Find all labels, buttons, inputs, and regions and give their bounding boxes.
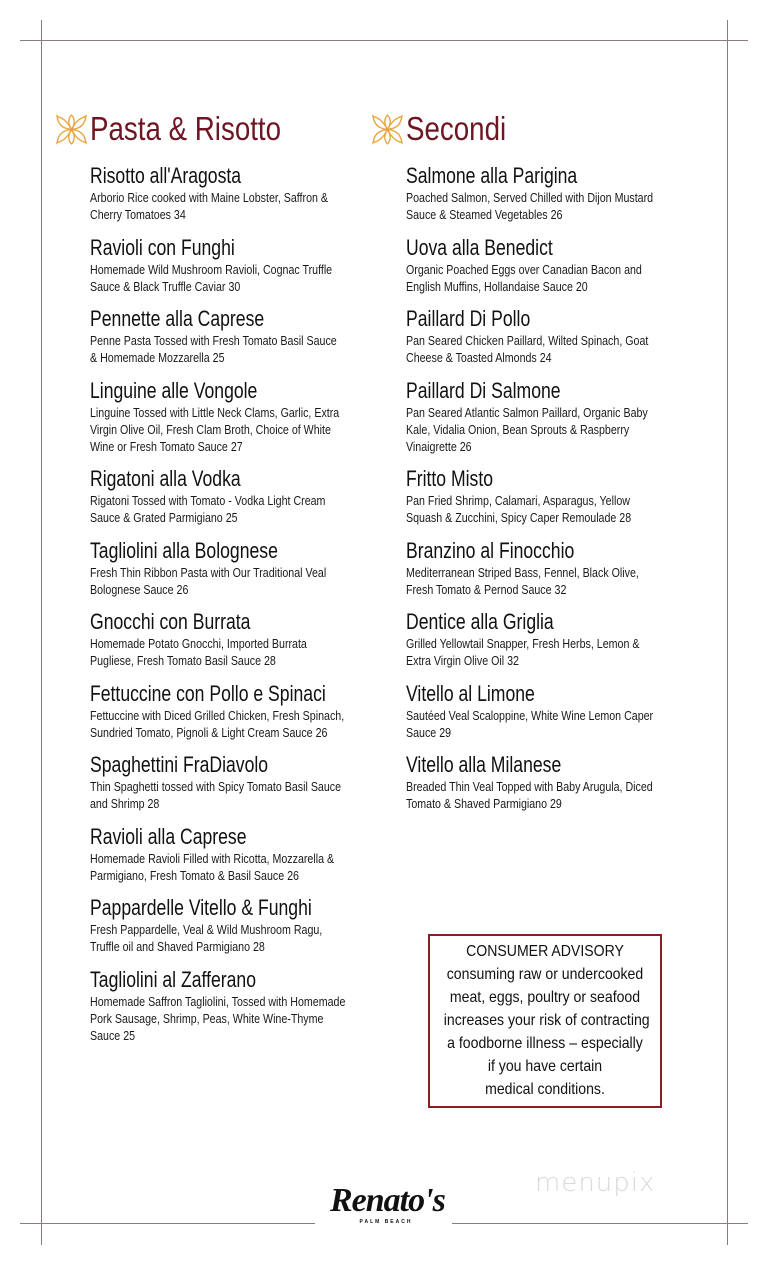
menu-item-description: Virgin Olive Oil, Fresh Clam Broth, Choice of White bbox=[90, 421, 331, 437]
menu-item-description: Tomato & Shaved Parmigiano 29 bbox=[406, 796, 562, 811]
menu-item-description: Fresh Pappardelle, Veal & Wild Mushroom Ragu, bbox=[90, 922, 323, 937]
menu-item-name: Salmone alla Parigina bbox=[406, 163, 578, 188]
menu-item-description: Rigatoni Tossed with Tomato - Vodka Light Cream bbox=[90, 493, 326, 508]
menu-item-description: Cherry Tomatoes 34 bbox=[90, 207, 186, 222]
menu-item-description: Thin Spaghetti tossed with Spicy Tomato Basil Sauce bbox=[90, 779, 342, 794]
menu-item-name: Ravioli con Funghi bbox=[90, 234, 235, 260]
menu-item-description: Vinaigrette 26 bbox=[406, 438, 472, 454]
menu-item-description: Homemade Ravioli Filled with Ricotta, Mozzarella & bbox=[90, 850, 335, 866]
menu-item-description: and Shrimp 28 bbox=[90, 796, 160, 811]
menu-item-name: Pappardelle Vitello & Funghi bbox=[90, 895, 312, 920]
menu-item bbox=[406, 235, 671, 295]
menu-item bbox=[406, 538, 671, 598]
menu-item-description: Sauce 25 bbox=[90, 1027, 136, 1043]
menu-item-name: Vitello al Limone bbox=[406, 680, 535, 706]
menu-item bbox=[406, 752, 671, 812]
menu-item-description: Sautéed Veal Scaloppine, White Wine Lemon Caper bbox=[406, 707, 654, 723]
advisory-text-line: if you have certain bbox=[487, 1058, 603, 1075]
watermark: menupix bbox=[535, 1168, 656, 1198]
menu-item-description: Linguine Tossed with Little Neck Clams, Garlic, Extra bbox=[90, 404, 340, 420]
menu-item bbox=[406, 163, 671, 223]
frame-right-rule bbox=[727, 20, 728, 1245]
renatos-logo bbox=[330, 1182, 445, 1225]
menu-item-description: Pan Seared Atlantic Salmon Paillard, Organic Baby bbox=[406, 404, 648, 420]
menu-item-name: Fettuccine con Pollo e Spinaci bbox=[90, 680, 326, 706]
menu-item-description: Sauce & Grated Parmigiano 25 bbox=[90, 510, 238, 525]
menu-item-description: Pan Fried Shrimp, Calamari, Asparagus, Yellow bbox=[406, 493, 630, 508]
menu-item-description: Squash & Zucchini, Spicy Caper Remoulade 28 bbox=[406, 510, 632, 525]
menu-item-description: Penne Pasta Tossed with Fresh Tomato Basil Sauce bbox=[90, 333, 337, 348]
menu-item-description: Pan Seared Chicken Paillard, Wilted Spinach, Goat bbox=[406, 333, 649, 348]
advisory-text-line: a foodborne illness – especially bbox=[447, 1035, 643, 1052]
frame-bottom-rule-right bbox=[452, 1223, 748, 1224]
menu-item bbox=[90, 466, 355, 526]
menu-item-description: Sauce & Steamed Vegetables 26 bbox=[406, 207, 563, 222]
menu-item-description: Homemade Potato Gnocchi, Imported Burrata bbox=[90, 636, 307, 651]
menu-item bbox=[90, 163, 355, 223]
menu-item-description: Truffle oil and Shaved Parmigiano 28 bbox=[90, 939, 265, 954]
menu-item bbox=[90, 824, 355, 884]
menu-item-name: Rigatoni alla Vodka bbox=[90, 466, 241, 491]
menu-item bbox=[90, 681, 355, 741]
frame-bottom-rule-left bbox=[20, 1223, 315, 1224]
logo-location: PALM BEACH bbox=[359, 1219, 413, 1225]
menu-item-description: Wine or Fresh Tomato Sauce 27 bbox=[90, 438, 243, 454]
advisory-text-line: increases your risk of contracting bbox=[443, 1012, 650, 1029]
ornament-icon bbox=[371, 114, 404, 145]
frame-top-rule bbox=[20, 40, 748, 41]
menu-item bbox=[90, 752, 355, 812]
menu-item bbox=[406, 378, 671, 455]
menu-item-description: Fresh Thin Ribbon Pasta with Our Traditional Veal bbox=[90, 564, 327, 580]
advisory-title: CONSUMER ADVISORY bbox=[466, 943, 624, 960]
menu-item-description: Kale, Vidalia Onion, Bean Sprouts & Raspberry bbox=[406, 421, 630, 437]
menu-item-name: Gnocchi con Burrata bbox=[90, 609, 251, 634]
menu-item-description: Fettuccine with Diced Grilled Chicken, Fresh Spinach, bbox=[90, 707, 345, 723]
menu-item-description: Pork Sausage, Shrimp, Peas, White Wine-Thyme bbox=[90, 1010, 324, 1026]
advisory-text-line: medical conditions. bbox=[485, 1081, 605, 1098]
advisory-text-line: meat, eggs, poultry or seafood bbox=[449, 989, 641, 1006]
menu-item bbox=[90, 609, 355, 669]
menu-item bbox=[90, 538, 355, 598]
ornament-icon bbox=[55, 114, 88, 145]
menu-item-name: Fritto Misto bbox=[406, 466, 494, 491]
section-heading bbox=[371, 112, 671, 146]
menu-item-description: Pugliese, Fresh Tomato Basil Sauce 28 bbox=[90, 653, 276, 668]
menu-item-description: Arborio Rice cooked with Maine Lobster, Saffron & bbox=[90, 190, 329, 205]
menu-item-name: Spaghettini FraDiavolo bbox=[90, 752, 269, 777]
section-title: Secondi bbox=[406, 110, 507, 147]
section-secondi bbox=[371, 112, 671, 824]
menu-item-description: Cheese & Toasted Almonds 24 bbox=[406, 350, 552, 365]
menu-item-name: Paillard Di Salmone bbox=[406, 377, 561, 403]
menu-item-description: Extra Virgin Olive Oil 32 bbox=[406, 653, 519, 668]
menu-item bbox=[406, 466, 671, 526]
menu-item-name: Branzino al Finocchio bbox=[406, 537, 575, 563]
menu-item bbox=[90, 378, 355, 455]
menu-item bbox=[90, 235, 355, 295]
menu-item-name: Pennette alla Caprese bbox=[90, 306, 265, 331]
menu-item bbox=[90, 306, 355, 366]
menu-item-name: Paillard Di Pollo bbox=[406, 306, 531, 331]
menu-item-description: Fresh Tomato & Pernod Sauce 32 bbox=[406, 581, 567, 597]
menu-item-description: Sundried Tomato, Pignoli & Light Cream Sauce 26 bbox=[90, 724, 328, 740]
menu-item-description: Parmigiano, Fresh Tomato & Basil Sauce 26 bbox=[90, 867, 299, 883]
section-pasta-risotto bbox=[55, 112, 355, 1055]
menu-item-name: Uova alla Benedict bbox=[406, 234, 553, 260]
menu-item-name: Tagliolini alla Bolognese bbox=[90, 537, 278, 563]
menu-item-name: Tagliolini al Zafferano bbox=[90, 966, 256, 992]
menu-item-description: & Homemade Mozzarella 25 bbox=[90, 350, 225, 365]
menu-item-description: Breaded Thin Veal Topped with Baby Arugula, Diced bbox=[406, 779, 653, 794]
menu-item-name: Risotto all'Aragosta bbox=[90, 163, 242, 188]
frame-left-rule bbox=[41, 20, 42, 1245]
consumer-advisory-box bbox=[428, 934, 662, 1108]
menu-item bbox=[406, 609, 671, 669]
menu-item bbox=[90, 967, 355, 1044]
menu-item bbox=[406, 681, 671, 741]
menu-item bbox=[90, 895, 355, 955]
menu-item-description: Grilled Yellowtail Snapper, Fresh Herbs, Lemon & bbox=[406, 636, 640, 651]
menu-item-description: Homemade Saffron Tagliolini, Tossed with Homemade bbox=[90, 993, 346, 1009]
advisory-text-line: consuming raw or undercooked bbox=[446, 966, 644, 983]
menu-item-description: Bolognese Sauce 26 bbox=[90, 581, 189, 597]
menu-item-description: Organic Poached Eggs over Canadian Bacon and bbox=[406, 261, 642, 277]
menu-item bbox=[406, 306, 671, 366]
menu-item-description: Homemade Wild Mushroom Ravioli, Cognac Truffle bbox=[90, 261, 333, 277]
menu-item-description: Sauce & Black Truffle Caviar 30 bbox=[90, 278, 241, 294]
menu-item-description: English Muffins, Hollandaise Sauce 20 bbox=[406, 278, 588, 294]
menu-item-description: Sauce 29 bbox=[406, 724, 452, 740]
section-heading bbox=[55, 112, 355, 146]
menu-item-name: Vitello alla Milanese bbox=[406, 752, 562, 777]
menu-item-name: Linguine alle Vongole bbox=[90, 377, 258, 403]
section-title: Pasta & Risotto bbox=[90, 110, 282, 147]
menu-item-description: Poached Salmon, Served Chilled with Dijon Mustard bbox=[406, 190, 654, 205]
logo-script: Renato's bbox=[330, 1182, 445, 1219]
menu-item-name: Dentice alla Griglia bbox=[406, 609, 554, 634]
menu-item-name: Ravioli alla Caprese bbox=[90, 823, 247, 849]
menu-item-description: Mediterranean Striped Bass, Fennel, Black Olive, bbox=[406, 564, 639, 580]
